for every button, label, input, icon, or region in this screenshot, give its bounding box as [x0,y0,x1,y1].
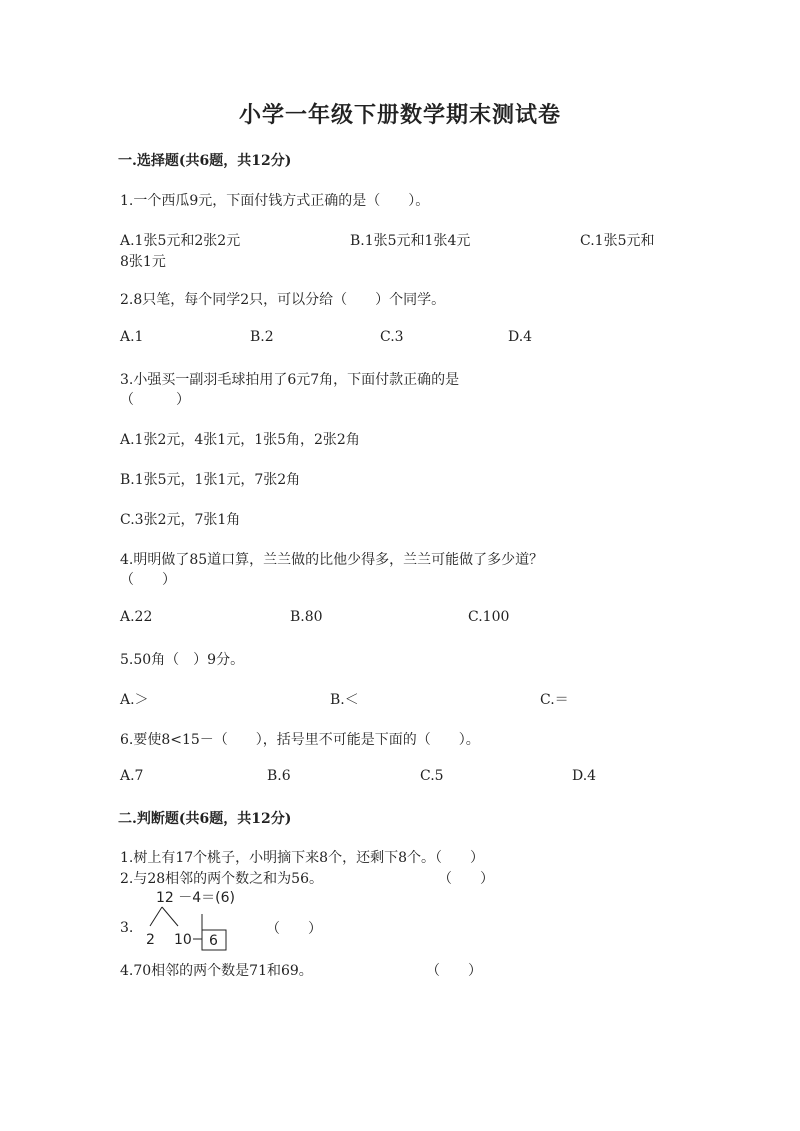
question-4-stem: 4.明明做了85道口算，兰兰做的比他少得多，兰兰可能做了多少道？ [120,552,544,568]
decomposition-diagram [140,886,250,958]
judgement-2-paren: （ ） [438,871,494,887]
section-heading-judgement: 二.判断题(共6题，共12分) [118,811,292,827]
question-2-option-a: A.1 [120,329,144,345]
diagram-branch-left [150,907,162,926]
question-1-option-c: C.1张5元和 [580,233,655,249]
question-6-stem: 6.要使8<15－（ ），括号里不可能是下面的（ ）。 [120,732,480,748]
judgement-3-paren: （ ） [266,921,322,937]
diagram-right-part: 10 [174,932,192,948]
question-5-option-c: C.＝ [540,692,569,708]
question-4-option-c: C.100 [468,609,510,625]
question-6-option-b: B.6 [267,768,291,784]
decomposition-svg [140,886,250,958]
diagram-branch-right [162,907,178,926]
question-6-option-c: C.5 [420,768,444,784]
question-5-option-a: A.＞ [120,692,149,708]
question-5-option-b: B.＜ [330,692,359,708]
question-4-option-b: B.80 [290,609,323,625]
question-2-option-d: D.4 [508,329,533,345]
question-3-option-c: C.3张2元，7张1角 [120,512,241,528]
question-3-option-b: B.1张5元，1张1元，7张2角 [120,472,301,488]
question-3-stem: 3.小强买一副羽毛球拍用了6元7角，下面付款正确的是 [120,372,460,388]
question-1-stem: 1.一个西瓜9元，下面付钱方式正确的是（ ）。 [120,193,430,209]
judgement-4-paren: （ ） [426,963,482,979]
question-2-stem: 2.8只笔，每个同学2只，可以分给（ ）个同学。 [120,292,446,308]
page-title: 小学一年级下册数学期末测试卷 [238,102,561,128]
question-6-option-a: A.7 [120,768,144,784]
question-3-stem-cont: （ ） [120,392,190,408]
question-5-stem: 5.50角（ ）9分。 [120,652,245,668]
question-1-option-c-cont: 8张1元 [120,254,166,270]
section-heading-choice: 一.选择题(共6题，共12分) [118,153,292,169]
question-1-option-b: B.1张5元和1张4元 [350,233,471,249]
judgement-4: 4.70相邻的两个数是71和69。 [120,963,313,979]
diagram-left-part: 2 [146,932,155,948]
question-2-option-b: B.2 [250,329,274,345]
question-6-option-d: D.4 [572,768,597,784]
diagram-box-value: 6 [209,933,218,949]
question-3-option-a: A.1张2元，4张1元，1张5角，2张2角 [120,432,360,448]
diagram-equation: 12 －4＝(6) [156,890,236,906]
question-1-option-a: A.1张5元和2张2元 [120,233,241,249]
question-4-option-a: A.22 [120,609,153,625]
judgement-1: 1.树上有17个桃子，小明摘下来8个，还剩下8个。（ ） [120,850,484,866]
judgement-3-number: 3. [120,920,134,936]
question-2-option-c: C.3 [380,329,404,345]
judgement-2: 2.与28相邻的两个数之和为56。 [120,871,323,887]
question-4-stem-cont: （ ） [120,572,176,588]
